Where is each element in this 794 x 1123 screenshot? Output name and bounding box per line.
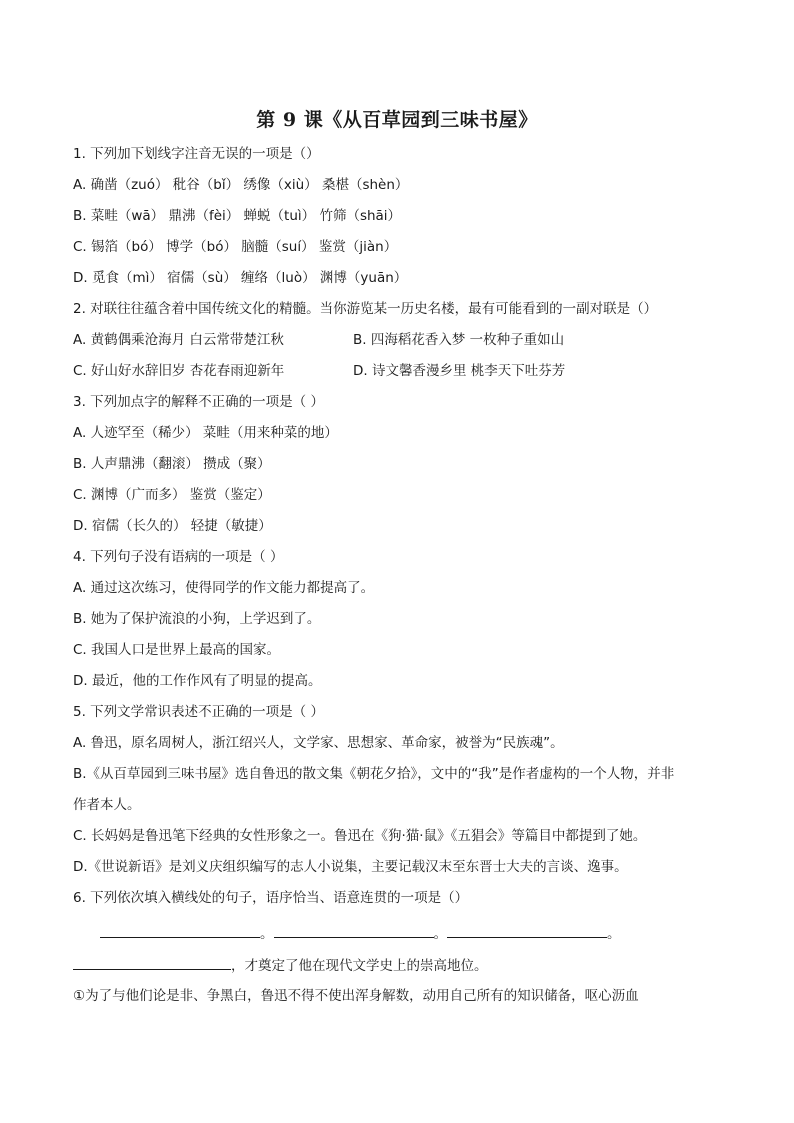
question-2-option-a: A. 黄鹤偶乘沧海月 白云常带楚江秋 xyxy=(73,332,284,348)
question-6-blanks-row-2 xyxy=(73,956,488,975)
question-4-option-a: A. 通过这次练习，使得同学的作文能力都提高了。 xyxy=(73,580,375,596)
blank-separator: 。 xyxy=(607,926,621,942)
question-3-option-a: A. 人迹罕至（稀少） 菜畦（用来种菜的地） xyxy=(73,425,338,441)
question-3-option-c: C. 渊博（广而多） 鉴赏（鉴定） xyxy=(73,487,271,503)
answer-blank-4[interactable] xyxy=(73,956,231,970)
question-2-row-2 xyxy=(73,362,565,380)
question-3-option-b: B. 人声鼎沸（翻滚） 攒成（聚） xyxy=(73,456,271,472)
question-5-option-c: C. 长妈妈是鲁迅笔下经典的女性形象之一。鲁迅在《狗·猫·鼠》《五猖会》等篇目中都提到了她。 xyxy=(73,828,647,844)
question-2-option-d: D. 诗文馨香漫乡里 桃李天下吐芬芳 xyxy=(353,363,566,379)
question-1-option-b: B. 菜畦（wā） 鼎沸（fèi） 蝉蜕（tuì） 竹筛（shāi） xyxy=(73,208,402,224)
question-1-stem: 1. 下列加下划线字注音无误的一项是（） xyxy=(73,146,320,162)
question-5-option-b: B.《从百草园到三味书屋》选自鲁迅的散文集《朝花夕拾》，文中的“我”是作者虚构的一个人物，并非 xyxy=(73,766,675,782)
blank-separator: 。 xyxy=(260,926,274,942)
question-4-option-b: B. 她为了保护流浪的小狗，上学迟到了。 xyxy=(73,611,321,627)
question-1-option-a: A. 确凿（zuó） 秕谷（bǐ） 绣像（xiù） 桑椹（shèn） xyxy=(73,177,409,193)
question-2-stem: 2. 对联往往蕴含着中国传统文化的精髓。当你游览某一历史名楼，最有可能看到的一副对联是（） xyxy=(73,301,658,317)
question-4-stem: 4. 下列句子没有语病的一项是（ ） xyxy=(73,549,284,565)
question-5-stem: 5. 下列文学常识表述不正确的一项是（ ） xyxy=(73,704,324,720)
page-title: 第 9 课《从百草园到三味书屋》 xyxy=(256,109,538,131)
question-1-option-c: C. 锡箔（bó） 博学（bó） 脑髓（suí） 鉴赏（jiàn） xyxy=(73,239,398,255)
question-6-stem: 6. 下列依次填入横线处的句子，语序恰当、语意连贯的一项是（） xyxy=(73,890,469,906)
question-2-option-b: B. 四海稻花香入梦 一枚种子重如山 xyxy=(353,332,565,348)
question-6-tail: ，才奠定了他在现代文学史上的崇高地位。 xyxy=(231,958,488,974)
answer-blank-3[interactable] xyxy=(447,924,607,938)
question-1-option-d: D. 觅食（mì） 宿儒（sù） 缠络（luò） 渊博（yuān） xyxy=(73,270,408,286)
question-3-stem: 3. 下列加点字的解释不正确的一项是（ ） xyxy=(73,394,324,410)
blank-separator: 。 xyxy=(433,926,447,942)
question-5-option-b-continued: 作者本人。 xyxy=(73,797,141,813)
question-2-option-c: C. 好山好水辞旧岁 杏花春雨迎新年 xyxy=(73,363,285,379)
question-6-item-1: ①为了与他们论是非、争黑白，鲁迅不得不使出浑身解数，动用自己所有的知识储备，呕心沥血 xyxy=(73,988,639,1004)
question-3-option-d: D. 宿儒（长久的） 轻捷（敏捷） xyxy=(73,518,272,534)
question-6-blanks-row-1 xyxy=(100,924,621,943)
answer-blank-2[interactable] xyxy=(274,924,434,938)
question-4-option-d: D. 最近，他的工作作风有了明显的提高。 xyxy=(73,673,322,689)
question-2-row-1 xyxy=(73,331,564,349)
question-4-option-c: C. 我国人口是世界上最高的国家。 xyxy=(73,642,281,658)
question-5-option-a: A. 鲁迅，原名周树人，浙江绍兴人，文学家、思想家、革命家，被誉为“民族魂”。 xyxy=(73,735,564,751)
answer-blank-1[interactable] xyxy=(100,924,260,938)
question-5-option-d: D.《世说新语》是刘义庆组织编写的志人小说集，主要记载汉末至东晋士大夫的言谈、逸事。 xyxy=(73,859,628,875)
